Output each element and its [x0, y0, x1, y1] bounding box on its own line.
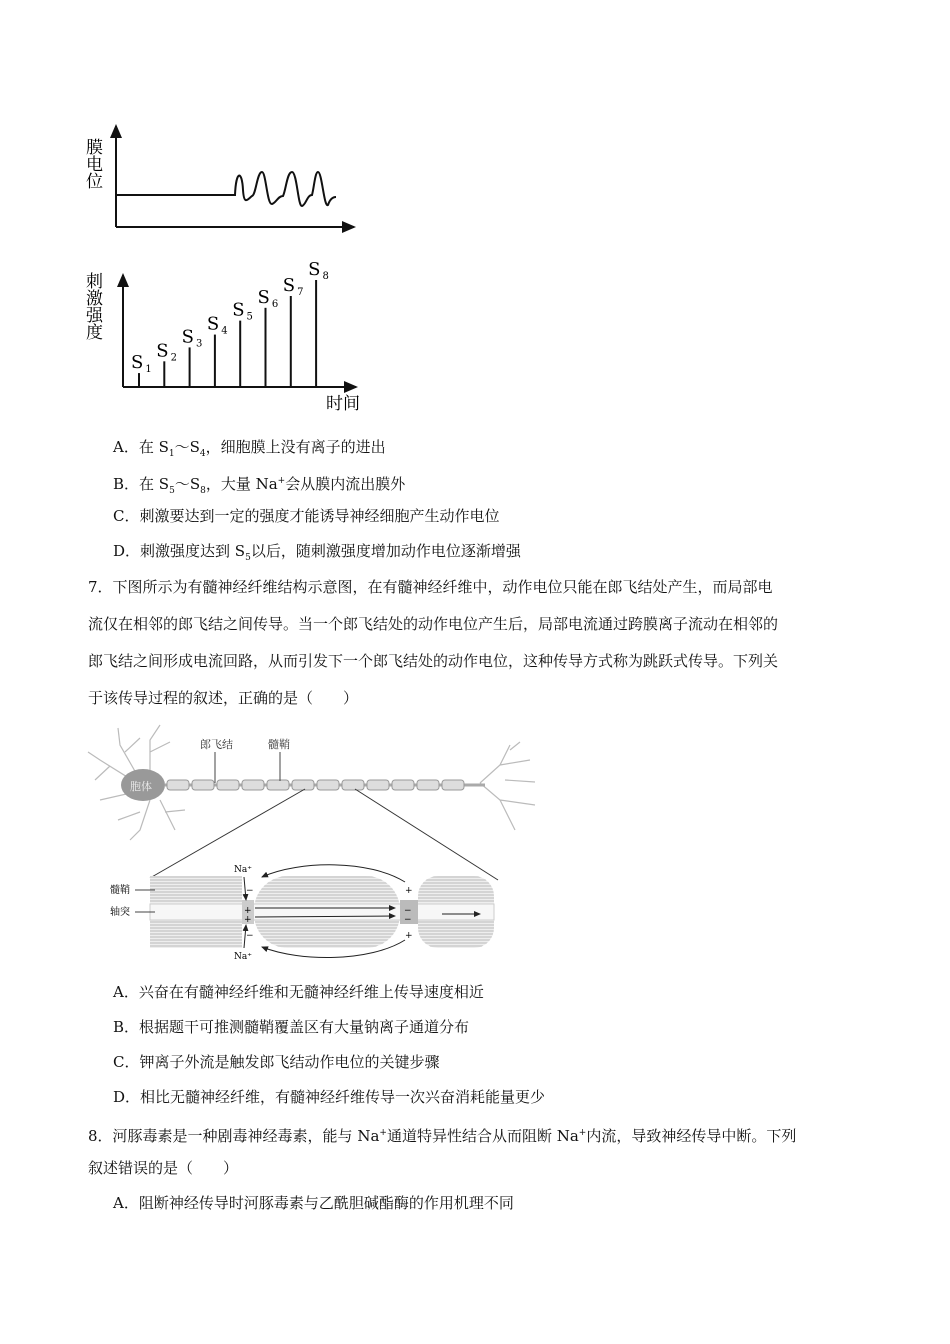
na-top-label: Na⁺: [234, 865, 252, 875]
option-text: 根据题干可推测髓鞘覆盖区有大量钠离子通道分布: [139, 1018, 470, 1036]
q8-stem-line: 叙述错误的是（ ）: [88, 1159, 239, 1177]
superscript: +: [578, 1128, 587, 1138]
option-text: 刺激要达到一定的强度才能诱导神经细胞产生动作电位: [139, 507, 500, 525]
option-label: C．: [113, 507, 140, 525]
stimulus-label-S1: S $_1$: [131, 352, 152, 376]
stimulus-label-S5: S $_5$: [232, 299, 253, 323]
zoom-line: [150, 789, 305, 878]
subscript: 4: [199, 449, 206, 459]
myelin-segment: [417, 780, 439, 790]
stimulus-label-S4: S $_4$: [206, 313, 228, 337]
option-text: 兴奋在有髓神经纤维和无髓神经纤维上传导速度相近: [138, 983, 484, 1001]
stimulus-label-S7: S $_7$: [282, 275, 304, 299]
charge-sign: +: [244, 906, 252, 916]
stimulus-label-S2: S $_2$: [156, 340, 178, 364]
figure-myelinated-fiber: [80, 720, 540, 970]
q6-option-a: [113, 437, 386, 464]
option-text: 刺激强度达到 S: [140, 542, 246, 560]
charge-sign: +: [244, 915, 252, 925]
soma-label: 胞体: [130, 780, 152, 793]
y-axis-label-membrane: 膜电位: [82, 138, 102, 189]
charge-sign: −: [246, 886, 254, 896]
superscript: +: [379, 1128, 387, 1138]
x-axis-label-time: 时间: [326, 394, 360, 414]
myelin-segment: [217, 780, 239, 790]
q7-option-c: [113, 1052, 440, 1072]
option-label: D．: [113, 542, 141, 560]
subscript: 5: [245, 553, 251, 563]
option-label: B．: [113, 1018, 140, 1036]
node-label: 郎飞结: [200, 738, 233, 751]
option-text: ～S: [174, 475, 201, 493]
option-text: 相比无髓神经纤维，有髓神经纤维传导一次兴奋消耗能量更少: [140, 1088, 546, 1106]
myelin-segment: [392, 780, 414, 790]
q6-option-d: [113, 541, 521, 568]
membrane-potential-trace: [116, 172, 336, 206]
option-text: 会从膜内流出膜外: [285, 475, 406, 493]
myelin-segment: [242, 780, 264, 790]
q7-option-a: [113, 982, 484, 1002]
q7-option-d: [113, 1087, 545, 1107]
stem-text: 内流，导致神经传导中断。下列: [586, 1127, 797, 1145]
charge-sign: +: [405, 886, 413, 896]
q8-stem-line: [88, 1123, 796, 1146]
q7-stem-line: 于该传导过程的叙述，正确的是（ ）: [88, 689, 359, 707]
myelin-segment: [317, 780, 339, 790]
option-label: A．: [113, 438, 139, 456]
q6-option-b: [113, 471, 405, 501]
q8-option-a: [113, 1193, 514, 1213]
option-text: ，细胞膜上没有离子的进出: [205, 438, 386, 456]
na-bottom-label: Na⁺: [234, 952, 252, 962]
subscript: 5: [169, 486, 175, 496]
y-axis-label-stimulus: 刺激强度: [82, 272, 102, 340]
option-text: 阻断神经传导时河豚毒素与乙酰胆碱酯酶的作用机理不同: [138, 1194, 514, 1212]
q7-stem-line: 流仅在相邻的郎飞结之间传导。当一个郎飞结处的动作电位产生后，局部电流通过跨膜离子流动在相邻的: [88, 615, 779, 633]
myelin-segment: [367, 780, 389, 790]
myelin-segment: [167, 780, 189, 790]
option-text: ，大量 Na: [205, 475, 278, 493]
option-text: 钾离子外流是触发郎飞结动作电位的关键步骤: [139, 1053, 440, 1071]
myelin-label-enlarged: 髓鞘: [110, 885, 130, 896]
zoom-line: [355, 789, 498, 880]
subscript: 8: [200, 486, 206, 496]
myelin-segment: [192, 780, 214, 790]
q6-option-c: [113, 506, 500, 526]
myelin-segment: [267, 780, 289, 790]
option-text: 以后，随刺激强度增加动作电位逐渐增强: [250, 542, 521, 560]
option-label: A．: [113, 1194, 139, 1212]
option-text: 在 S: [138, 438, 169, 456]
option-label: D．: [113, 1088, 141, 1106]
option-label: C．: [113, 1053, 140, 1071]
stimulus-label-S8: S $_8$: [308, 259, 329, 282]
subscript: 1: [168, 449, 175, 459]
charge-sign: +: [405, 931, 413, 941]
option-label: A．: [113, 983, 139, 1001]
stimulus-label-S3: S $_3$: [181, 326, 203, 350]
myelin-segment: [442, 780, 464, 790]
q7-stem-line: 郎飞结之间形成电流回路，从而引发下一个郎飞结处的动作电位，这种传导方式称为跳跃式传导。下列关: [88, 652, 779, 670]
charge-sign: −: [246, 931, 254, 941]
option-text: ～S: [174, 438, 200, 456]
myelin-label: 髓鞘: [268, 738, 290, 751]
myelin-segment: [342, 780, 364, 790]
stem-text: 通道特异性结合从而阻断 Na: [386, 1127, 579, 1145]
stem-text: 8．河豚毒素是一种剧毒神经毒素，能与 Na: [88, 1127, 380, 1145]
superscript: +: [277, 476, 286, 486]
q7-option-b: [113, 1017, 469, 1037]
option-text: 在 S: [139, 475, 170, 493]
q7-stem-line: 7．下图所示为有髓神经纤维结构示意图，在有髓神经纤维中，动作电位只能在郎飞结处产生，而局部电: [88, 578, 773, 596]
axon-enlarged: [150, 904, 494, 920]
figure-membrane-potential: [80, 110, 380, 420]
charge-sign: −: [404, 915, 412, 925]
axon-label: 轴突: [110, 907, 130, 918]
option-label: B．: [113, 475, 140, 493]
charge-sign: −: [404, 906, 412, 916]
stimulus-label-S6: S $_6$: [257, 286, 279, 310]
myelin-segment: [292, 780, 314, 790]
